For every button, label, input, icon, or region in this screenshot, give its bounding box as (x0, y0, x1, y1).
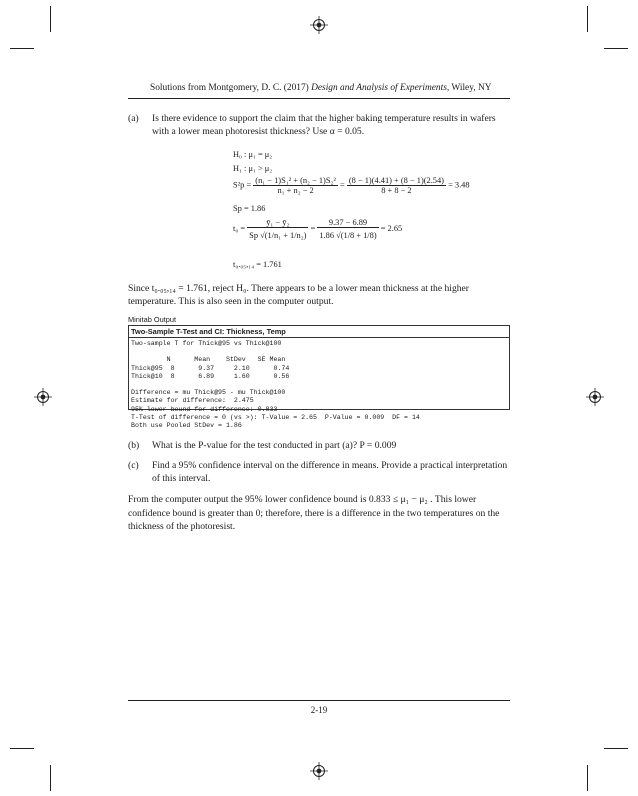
minitab-line: Difference = mu Thick@95 - mu Thick@100 (131, 389, 286, 397)
registration-target-icon (34, 388, 52, 406)
minitab-line: Both use Pooled StDev = 1.86 (131, 422, 242, 430)
minitab-line: N Mean StDev SE Mean (131, 356, 286, 364)
minitab-line (131, 381, 507, 389)
registration-target-icon (310, 762, 328, 780)
equation-t0: t₀ = $\frac{\text{ȳ₁ − ȳ₂}}{\text{Sp √(1/n₁ + 1/n₂)}}$ = $\frac{9.37 - 6.89}{1.86 √(1/8 + 1/8)}$ = 2.65 (233, 218, 403, 240)
equation-sp: Sp = 1.86 (233, 204, 266, 213)
equation-h0: H₀ : μ₁ = μ₂ (233, 150, 273, 159)
conclusion-a: Since t₀.₀₅,₁₄ = 1.761, reject H₀. There appears to be a lower mean thickness at the higher temperature. This is also seen in the computer output. (128, 283, 469, 307)
part-b-question: What is the P-value for the test conducted in part (a)? P = 0.009 (152, 440, 397, 451)
header-rule (128, 98, 510, 99)
minitab-line: T-Test of difference = 0 (vs >): T-Value = 2.65 P-Value = 0.009 DF = 14 (131, 413, 420, 421)
part-b-label: (b) (128, 440, 140, 451)
equation-t-critical: t₀.₀₅,₁₄ = 1.761 (233, 260, 282, 269)
part-c-question: Find a 95% confidence interval on the difference in means. Provide a practical interpretation of this interval. (152, 460, 508, 484)
equation-h1: H₁ : μ₁ > μ₂ (233, 164, 273, 173)
part-c-label: (c) (128, 460, 139, 471)
minitab-line: Thick@95 8 9.37 2.10 0.74 (131, 364, 290, 372)
equation-pooled-variance: S²p = $\frac{\text{(n₁ − 1)S₁² + (n₂ − 1)S₂²}}{\text{n₁ + n₂ − 2}}$ = $\frac{(8 - 1)(4.41) + (8 - 1)(2.54)}{8 + 8 - 2}$ = 3.48 (233, 176, 470, 195)
minitab-line: 95% lower bound for difference: 0.833 (131, 405, 278, 413)
registration-target-icon (310, 16, 328, 34)
minitab-body (129, 338, 509, 432)
minitab-line: Two-sample T for Thick@95 vs Thick@100 (131, 340, 282, 347)
part-a-label: (a) (128, 113, 139, 124)
page-number: 2-19 (310, 705, 328, 715)
minitab-label: Minitab Output (128, 315, 177, 324)
minitab-line: Thick@10 8 6.89 1.60 0.56 (131, 372, 290, 380)
conclusion-c: From the computer output the 95% lower confidence bound is 0.833 ≤ μ₁ − μ₂ . This lower confidence bound is greater than 0; therefore, there is a difference in the two temperatures on the thickness of the photoresist. (128, 494, 500, 532)
minitab-title: Two-Sample T-Test and CI: Thickness, Temp (129, 326, 509, 338)
minitab-line: Estimate for difference: 2.475 (131, 397, 254, 405)
page-header: Solutions from Montgomery, D. C. (2017) Design and Analysis of Experiments, Wiley, NY (150, 83, 492, 93)
minitab-output-box (128, 325, 510, 430)
part-a-question: Is there evidence to support the claim that the higher baking temperature results in wafers with a lower mean photoresist thickness? Use α = 0.05. (152, 113, 496, 137)
registration-target-icon (586, 388, 604, 406)
minitab-line (131, 348, 507, 356)
footer-rule (128, 700, 510, 701)
